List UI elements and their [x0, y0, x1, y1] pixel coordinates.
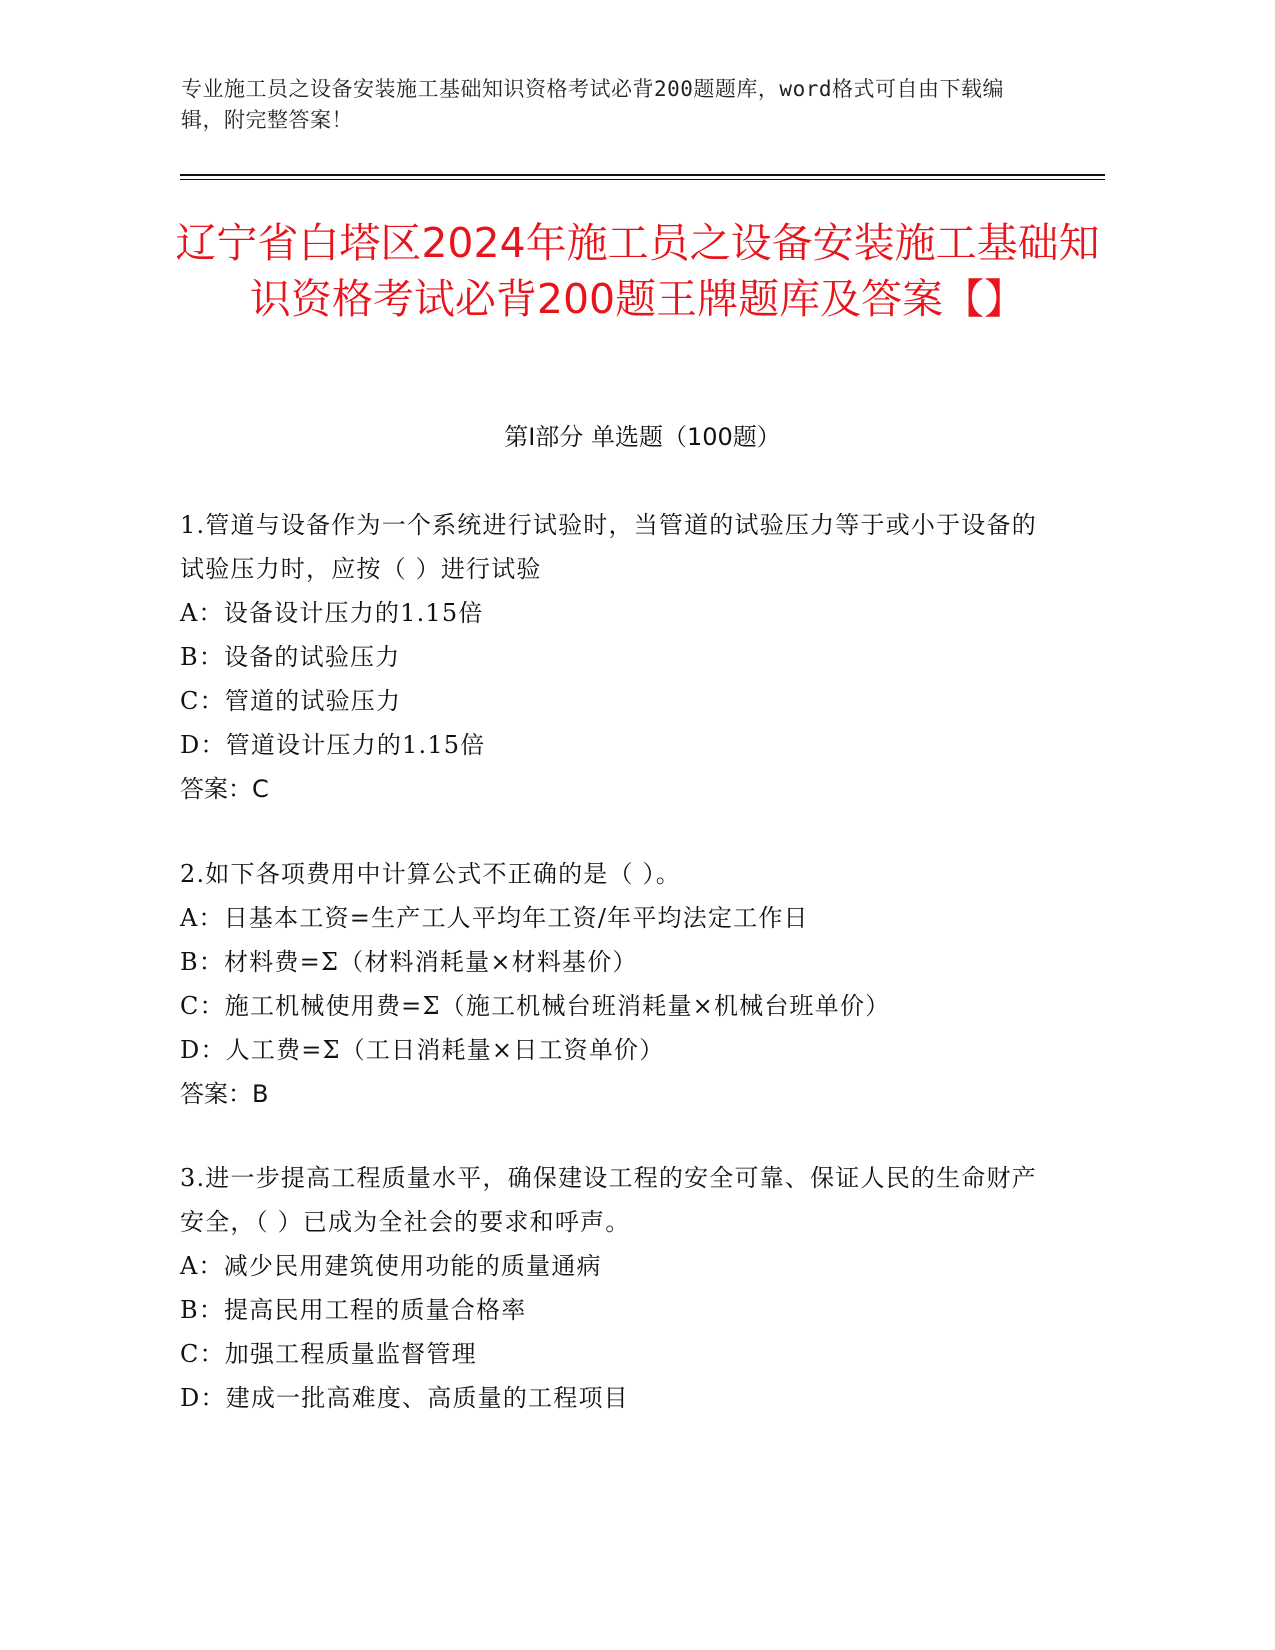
document-title: 辽宁省白塔区2024年施工员之设备安装施工基础知识资格考试必背200题王牌题库及答案【】	[175, 219, 1100, 323]
question-stem: 1.管道与设备作为一个系统进行试验时，当管道的试验压力等于或小于设备的试验压力时，应按（ ）进行试验	[180, 511, 1037, 583]
question-3	[180, 1156, 1060, 1420]
option-c: C：管道的试验压力	[180, 687, 402, 715]
section-heading: 第I部分 单选题（100题）	[504, 423, 781, 451]
option-b: B：提高民用工程的质量合格率	[180, 1296, 527, 1324]
header-rule-thick	[180, 174, 1105, 176]
question-stem: 3.进一步提高工程质量水平，确保建设工程的安全可靠、保证人民的生命财产安全，（ ）已成为全社会的要求和呼声。	[180, 1164, 1037, 1236]
question-1	[180, 503, 1060, 811]
header-note: 专业施工员之设备安装施工基础知识资格考试必背200题题库，word格式可自由下载编辑，附完整答案！	[181, 77, 1004, 132]
option-d: D：建成一批高难度、高质量的工程项目	[180, 1384, 629, 1412]
option-b: B：设备的试验压力	[180, 643, 401, 671]
question-stem: 2.如下各项费用中计算公式不正确的是（ ）。	[180, 860, 681, 888]
option-d: D：管道设计压力的1.15倍	[180, 731, 486, 759]
question-2	[180, 852, 1060, 1116]
option-d: D：人工费=Σ（工日消耗量×日工资单价）	[180, 1036, 665, 1064]
option-b: B：材料费=Σ（材料消耗量×材料基价）	[180, 948, 638, 976]
option-c: C：施工机械使用费=Σ（施工机械台班消耗量×机械台班单价）	[180, 992, 891, 1020]
option-a: A：减少民用建筑使用功能的质量通病	[180, 1252, 602, 1280]
header-rule-thin	[180, 179, 1105, 180]
answer-line: 答案：C	[180, 775, 269, 803]
option-a: A：日基本工资=生产工人平均年工资/年平均法定工作日	[180, 904, 809, 932]
option-c: C：加强工程质量监督管理	[180, 1340, 477, 1368]
answer-line: 答案：B	[180, 1080, 269, 1108]
option-a: A：设备设计压力的1.15倍	[180, 599, 484, 627]
